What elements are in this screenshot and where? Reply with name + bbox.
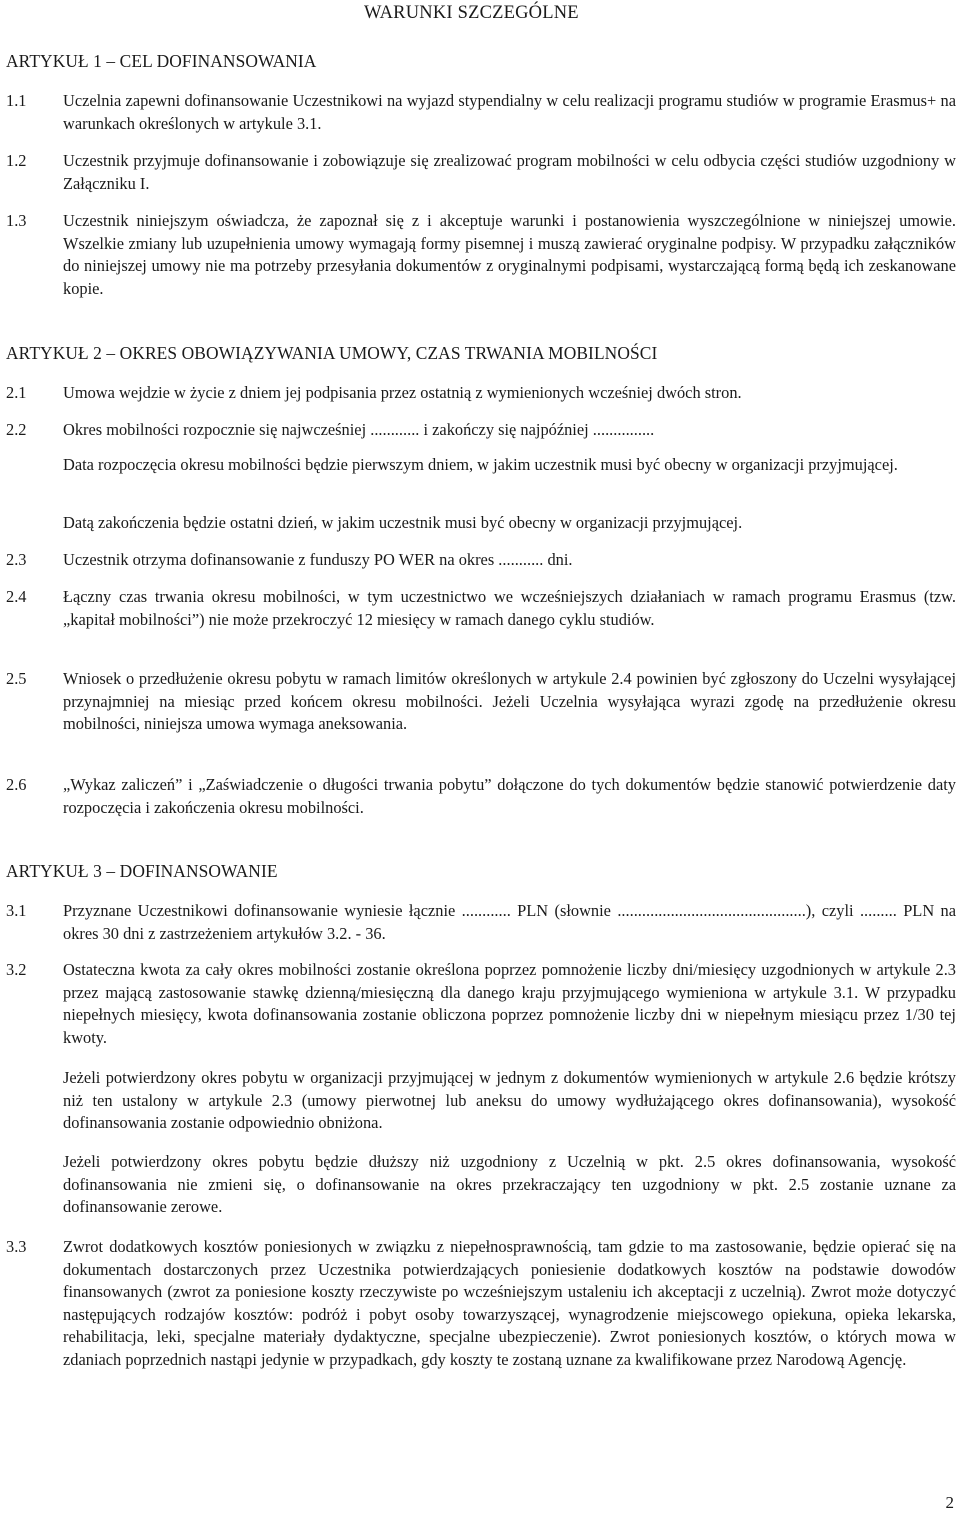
clause-number: 3.1 [6,901,27,920]
clause-number: 2.3 [6,550,27,569]
clause-2-6 [6,774,956,819]
clause-number: 2.2 [6,420,27,439]
clause-number: 1.3 [6,211,27,230]
clause-3-3 [6,1236,956,1372]
clause-1-2 [6,150,956,195]
clause-text: Uczelnia zapewni dofinansowanie Uczestnikowi na wyjazd stypendialny w celu realizacji programu studiów w programie Erasmus+ na warunkach określonych w artykule 3.1. [63,91,956,133]
clause-number: 2.1 [6,383,27,402]
clause-1-3 [6,210,956,300]
clause-text: Uczestnik otrzyma dofinansowanie z funduszy PO WER na okres ........... dni. [63,550,573,569]
article-3-heading: ARTYKUŁ 3 – DOFINANSOWANIE [6,861,278,881]
clause-2-1 [6,382,956,405]
clause-2-3 [6,549,956,572]
clause-text: Wniosek o przedłużenie okresu pobytu w ramach limitów określonych w artykule 2.4 powinien być zgłoszony do Uczelni wysyłającej przynajmniej na miesiąc przed końcem okresu mobilności. Jeżeli Uczelnia wysyłająca wyrazi zgodę na przedłużenie okresu mobilności, niniejsza umowa wymaga aneksowania. [63,669,956,734]
clause-2-2-start-date-paragraph: Data rozpoczęcia okresu mobilności będzie pierwszym dniem, w jakim uczestnik musi być obecny w organizacji przyjmującej. [63,455,898,474]
clause-3-1 [6,900,956,945]
clause-2-2 [6,419,956,442]
clause-2-5 [6,668,956,736]
clause-1-1 [6,90,956,135]
clause-3-2 [6,959,956,1049]
clause-text: „Wykaz zaliczeń” i „Zaświadczenie o długości trwania pobytu” dołączone do tych dokumentów będzie stanowić potwierdzenie daty rozpoczęcia i zakończenia okresu mobilności. [63,775,956,817]
article-2-heading: ARTYKUŁ 2 – OKRES OBOWIĄZYWANIA UMOWY, CZAS TRWANIA MOBILNOŚCI [6,343,658,363]
page-number: 2 [945,1493,954,1512]
clause-number: 3.2 [6,960,27,979]
clause-text: Uczestnik przyjmuje dofinansowanie i zobowiązuje się zrealizować program mobilności w celu odbycia części studiów uzgodniony w Załączniku I. [63,151,956,193]
clause-number: 3.3 [6,1237,27,1256]
clause-text: Zwrot dodatkowych kosztów poniesionych w związku z niepełnosprawnością, tam gdzie to ma zastosowanie, będzie opierać się na dokumentach dostarczonych przez Uczestnika potwierdzających poniesienie dodatkowych kosztów na podstawie dowodów finansowanych (zwrot za poniesione koszty rzeczywiste po wcześniejszym ustaleniu ich akceptacji z uczelnią). Zwrot może dotyczyć następujących rodzajów kosztów: podróż i pobyt osoby towarzyszącej, wynagrodzenie miejscowego opiekuna, opieka lekarska, rehabilitacja, leki, specjalne materiały dydaktyczne, specjalne ubezpieczenie). Zwrot poniesionych kosztów, o których mowa w zdaniach poprzednich nastąpi jedynie w przypadkach, gdy koszty te zostaną uznane za kwalifikowane przez Narodową Agencję. [63,1237,956,1369]
clause-number: 2.5 [6,669,27,688]
clause-number: 2.6 [6,775,27,794]
clause-3-2-longer-stay-paragraph: Jeżeli potwierdzony okres pobytu będzie dłuższy niż uzgodniony z Uczelnią w pkt. 2.5 okres dofinansowania, wysokość dofinansowania nie zmieni się, o dofinansowanie na okres przekraczający ten uzgodniony w pkt. 2.5 zostanie uznane za dofinansowanie zerowe. [63,1152,956,1217]
clause-2-4 [6,586,956,631]
clause-text: Łączny czas trwania okresu mobilności, w tym uczestnictwo we wcześniejszych działaniach w ramach programu Erasmus (tzw. „kapitał mobilności”) nie może przekroczyć 12 miesięcy w ramach danego cyklu studiów. [63,587,956,629]
clause-text: Uczestnik niniejszym oświadcza, że zapoznał się z i akceptuje warunki i postanowienia wyszczególnione w niniejszej umowie. Wszelkie zmiany lub uzupełnienia umowy wymagają formy pisemnej i muszą zawierać oryginalne podpisy. W przypadku załączników do niniejszej umowy nie ma potrzeby przesyłania dokumentów z oryginalnymi podpisami, wystarczającą formą będą ich zeskanowane kopie. [63,211,956,298]
clause-text: Ostateczna kwota za cały okres mobilności zostanie określona poprzez pomnożenie liczby dni/miesięcy uzgodnionych w artykule 2.3 przez mającą zastosowanie stawkę dzienną/miesięczną dla danego kraju przyjmującego wymieniona w artykule 3.1. W przypadku niepełnych miesięcy, kwota dofinansowania zostanie obliczona poprzez pomnożenie liczby dni w niepełnym miesiącu przez 1/30 tej kwoty. [63,960,956,1047]
article-1-heading: ARTYKUŁ 1 – CEL DOFINANSOWANIA [6,51,317,71]
clause-text: Okres mobilności rozpocznie się najwcześniej ............ i zakończy się najpóźniej ............... [63,420,655,439]
clause-2-2-end-date-paragraph: Datą zakończenia będzie ostatni dzień, w jakim uczestnik musi być obecny w organizacji przyjmującej. [63,513,743,532]
clause-text: Przyznane Uczestnikowi dofinansowanie wyniesie łącznie ............ PLN (słownie ..............................................), czyli ......... PLN na okres 30 dni z zastrzeżeniem artykułów 3.2. - 36. [63,901,956,943]
clause-number: 1.2 [6,151,27,170]
clause-text: Umowa wejdzie w życie z dniem jej podpisania przez ostatnią z wymienionych wcześniej dwóch stron. [63,383,742,402]
clause-3-2-shorter-stay-paragraph: Jeżeli potwierdzony okres pobytu w organizacji przyjmującej w jednym z dokumentów wymienionych w artykule 2.6 będzie krótszy niż ten ustalony w artykule 2.3 (umowy pierwotnej lub aneksu do umowy wydłużającego okres dofinansowania), wysokość dofinansowania zostanie odpowiednio obniżona. [63,1068,956,1133]
document-heading: WARUNKI SZCZEGÓLNE [364,3,579,23]
clause-number: 1.1 [6,91,27,110]
clause-number: 2.4 [6,587,27,606]
